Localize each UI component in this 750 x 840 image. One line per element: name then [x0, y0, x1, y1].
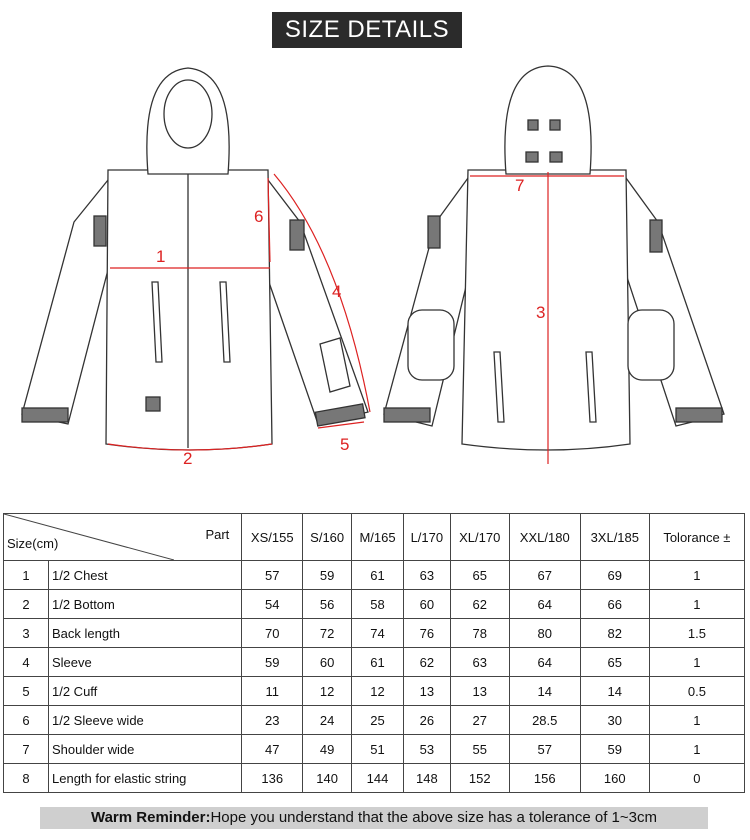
size-value: 58: [352, 590, 404, 619]
size-value: 76: [403, 619, 450, 648]
size-value: 27: [450, 706, 509, 735]
row-number: 5: [4, 677, 49, 706]
label-5: 5: [340, 435, 350, 454]
size-table: [3, 513, 745, 793]
size-value: 53: [403, 735, 450, 764]
size-value: 60: [303, 648, 352, 677]
reminder-label: Warm Reminder:: [90, 809, 211, 826]
size-value: 82: [580, 619, 649, 648]
part-name: Shoulder wide: [49, 735, 242, 764]
size-value: 59: [580, 735, 649, 764]
size-value: 0.5: [649, 677, 744, 706]
size-value: 56: [303, 590, 352, 619]
size-value: 14: [509, 677, 580, 706]
part-name: 1/2 Bottom: [49, 590, 242, 619]
size-value: 60: [403, 590, 450, 619]
column-header: XL/170: [450, 514, 509, 561]
size-value: 1: [649, 561, 744, 590]
part-name: Back length: [49, 619, 242, 648]
size-value: 1: [649, 648, 744, 677]
label-4: 4: [332, 282, 342, 301]
size-value: 30: [580, 706, 649, 735]
column-header: M/165: [352, 514, 404, 561]
size-value: 1.5: [649, 619, 744, 648]
jacket-measurement-diagram: [0, 52, 750, 472]
size-value: 11: [242, 677, 303, 706]
size-value: 1: [649, 590, 744, 619]
size-value: 67: [509, 561, 580, 590]
row-number: 4: [4, 648, 49, 677]
size-value: 28.5: [509, 706, 580, 735]
size-value: 13: [450, 677, 509, 706]
size-value: 1: [649, 706, 744, 735]
table-row: [4, 706, 745, 735]
size-value: 144: [352, 764, 404, 793]
part-name: 1/2 Chest: [49, 561, 242, 590]
size-part-corner-cell: [4, 514, 242, 561]
page-title: SIZE DETAILS: [272, 12, 462, 48]
size-value: 66: [580, 590, 649, 619]
table-row: [4, 735, 745, 764]
size-value: 70: [242, 619, 303, 648]
column-header: XS/155: [242, 514, 303, 561]
size-value: 51: [352, 735, 404, 764]
column-header: 3XL/185: [580, 514, 649, 561]
size-value: 160: [580, 764, 649, 793]
size-table-header: [4, 514, 745, 561]
size-value: 156: [509, 764, 580, 793]
label-1: 1: [156, 247, 166, 266]
size-value: 61: [352, 648, 404, 677]
row-number: 1: [4, 561, 49, 590]
label-7: 7: [515, 176, 525, 195]
label-6: 6: [254, 207, 264, 226]
size-value: 78: [450, 619, 509, 648]
size-value: 69: [580, 561, 649, 590]
size-value: 136: [242, 764, 303, 793]
size-value: 62: [403, 648, 450, 677]
warm-reminder: [40, 807, 708, 829]
size-value: 65: [450, 561, 509, 590]
size-value: 26: [403, 706, 450, 735]
size-value: 74: [352, 619, 404, 648]
front-jacket: [22, 68, 368, 450]
column-header: L/170: [403, 514, 450, 561]
size-value: 57: [509, 735, 580, 764]
size-value: 61: [352, 561, 404, 590]
label-3: 3: [536, 303, 546, 322]
reminder-text: Hope you understand that the above size has a tolerance of 1~3cm: [210, 809, 657, 826]
size-value: 148: [403, 764, 450, 793]
size-value: 12: [303, 677, 352, 706]
size-value: 140: [303, 764, 352, 793]
size-value: 13: [403, 677, 450, 706]
part-name: Length for elastic string: [49, 764, 242, 793]
table-row: [4, 677, 745, 706]
size-value: 80: [509, 619, 580, 648]
size-corner-label: Size(cm): [7, 536, 59, 551]
table-row: [4, 764, 745, 793]
part-name: 1/2 Cuff: [49, 677, 242, 706]
size-value: 47: [242, 735, 303, 764]
table-row: [4, 590, 745, 619]
row-number: 2: [4, 590, 49, 619]
size-value: 59: [303, 561, 352, 590]
size-value: 63: [450, 648, 509, 677]
size-value: 0: [649, 764, 744, 793]
size-value: 64: [509, 648, 580, 677]
size-value: 54: [242, 590, 303, 619]
size-value: 14: [580, 677, 649, 706]
size-value: 65: [580, 648, 649, 677]
table-row: [4, 648, 745, 677]
size-value: 55: [450, 735, 509, 764]
column-header: S/160: [303, 514, 352, 561]
size-value: 59: [242, 648, 303, 677]
size-value: 63: [403, 561, 450, 590]
size-value: 24: [303, 706, 352, 735]
row-number: 3: [4, 619, 49, 648]
part-name: Sleeve: [49, 648, 242, 677]
size-value: 25: [352, 706, 404, 735]
back-jacket: [384, 66, 724, 450]
row-number: 6: [4, 706, 49, 735]
row-number: 8: [4, 764, 49, 793]
table-row: [4, 561, 745, 590]
size-value: 72: [303, 619, 352, 648]
size-value: 152: [450, 764, 509, 793]
row-number: 7: [4, 735, 49, 764]
table-row: [4, 619, 745, 648]
size-value: 49: [303, 735, 352, 764]
size-value: 12: [352, 677, 404, 706]
column-header: XXL/180: [509, 514, 580, 561]
part-name: 1/2 Sleeve wide: [49, 706, 242, 735]
label-2: 2: [183, 449, 193, 468]
size-value: 62: [450, 590, 509, 619]
part-corner-label: Part: [205, 527, 230, 542]
size-value: 64: [509, 590, 580, 619]
size-value: 1: [649, 735, 744, 764]
size-value: 57: [242, 561, 303, 590]
size-value: 23: [242, 706, 303, 735]
column-header: Tolorance ±: [649, 514, 744, 561]
